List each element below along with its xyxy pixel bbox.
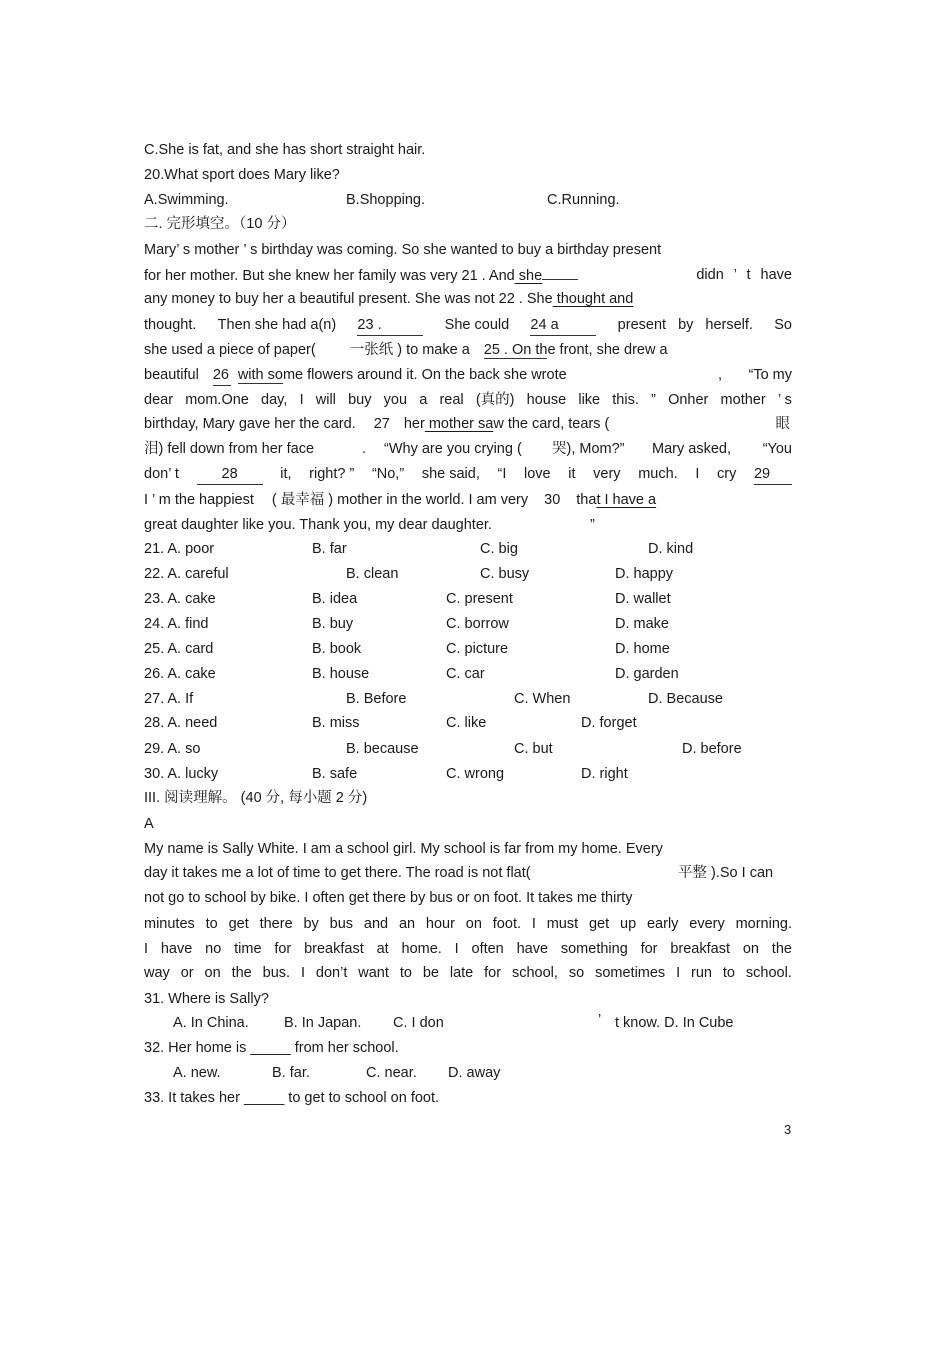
q20-option-a: A.Swimming.: [144, 192, 229, 208]
reading-line-4: minutes to get there by bus and an hour on foot. I must get up early every morning.: [144, 916, 792, 932]
q24-option-b: B. buy: [312, 616, 354, 632]
q24-option-d: D. make: [615, 616, 669, 632]
q29-option-c: C. but: [514, 741, 553, 757]
q23-option-a: 23. A. cake: [144, 591, 216, 607]
cloze-line-7: dear mom.One day, I will buy you a real (真的) house like this. ” Onher mother ’ s: [144, 392, 792, 408]
q26-option-b: B. house: [312, 666, 370, 682]
q24-option-a: 24. A. find: [144, 616, 209, 632]
reading-part-a: A: [144, 816, 154, 832]
q32-question: 32. Her home is _____ from her school.: [144, 1040, 399, 1056]
q21-option-a: 21. A. poor: [144, 541, 215, 557]
section2-heading: 二. 完形填空。（10 分）: [144, 216, 296, 232]
q22-option-d: D. happy: [615, 566, 674, 582]
q28-option-c: C. like: [446, 715, 487, 731]
page-number: 3: [784, 1122, 792, 1137]
q20-option-c: C.Running.: [547, 192, 620, 208]
q19-option-c: C.She is fat, and she has short straight hair.: [144, 142, 426, 158]
q30-option-c: C. wrong: [446, 766, 505, 782]
cloze-line-10: don’ t 28 it, right? ” “No,” she said, “I love it very much. I cry 29: [144, 464, 792, 485]
reading-line-1: My name is Sally White. I am a school girl. My school is far from my home. Every: [144, 841, 663, 857]
q25-option-c: C. picture: [446, 641, 509, 657]
q23-option-b: B. idea: [312, 591, 358, 607]
q25-option-d: D. home: [615, 641, 670, 657]
q28-option-d: D. forget: [581, 715, 637, 731]
q31-question: 31. Where is Sally?: [144, 991, 269, 1007]
cloze-line-3: any money to buy her a beautiful present. She was not 22 . She thought and: [144, 291, 634, 307]
q32-option-d: D. away: [448, 1065, 501, 1081]
q22-option-c: C. busy: [480, 566, 530, 582]
q20-question: 20.What sport does Mary like?: [144, 167, 340, 183]
section3-heading: III. 阅读理解。 (40 分, 每小题 2 分): [144, 790, 368, 806]
q25-option-b: B. book: [312, 641, 362, 657]
q32-option-c: C. near.: [366, 1065, 417, 1081]
q29-option-b: B. because: [346, 741, 419, 757]
cloze-line-8: birthday, Mary gave her the card. 27 her mother saw the card, tears ( 眼: [144, 416, 790, 432]
reading-line-3: not go to school by bike. I often get there by bus or on foot. It takes me thirty: [144, 890, 633, 906]
q32-option-a: A. new.: [173, 1065, 221, 1081]
reading-line-6: way or on the bus. I don’t want to be late for school, so sometimes I run to school.: [144, 965, 792, 981]
q31-option-a: A. In China.: [173, 1015, 249, 1031]
q32-option-b: B. far.: [272, 1065, 310, 1081]
q29-option-a: 29. A. so: [144, 741, 201, 757]
reading-line-5: I have no time for breakfast at home. I often have something for breakfast on the: [144, 941, 792, 957]
cloze-line-4: thought. Then she had a(n) 23 . She could 24 a present by herself. So: [144, 315, 792, 336]
q25-option-a: 25. A. card: [144, 641, 214, 657]
q30-option-d: D. right: [581, 766, 628, 782]
q31-option-c: C. I don: [393, 1015, 444, 1031]
q28-option-a: 28. A. need: [144, 715, 218, 731]
q20-option-b: B.Shopping.: [346, 192, 426, 208]
q27-option-c: C. When: [514, 691, 571, 707]
q31-option-b: B. In Japan.: [284, 1015, 362, 1031]
cloze-line-12: great daughter like you. Thank you, my dear daughter. ”: [144, 517, 595, 533]
q26-option-a: 26. A. cake: [144, 666, 216, 682]
q31-option-d: t know. D. In Cube: [615, 1015, 734, 1031]
q31-apostrophe: ’: [598, 1012, 602, 1028]
q30-option-b: B. safe: [312, 766, 358, 782]
cloze-line-9: 泪) fell down from her face . “Why are you crying ( 哭), Mom?” Mary asked, “You: [144, 441, 792, 457]
q22-option-a: 22. A. careful: [144, 566, 229, 582]
q27-option-a: 27. A. If: [144, 691, 194, 707]
cloze-line-1: Mary’ s mother ’ s birthday was coming. So she wanted to buy a birthday present: [144, 242, 662, 258]
q30-option-a: 30. A. lucky: [144, 766, 219, 782]
q28-option-b: B. miss: [312, 715, 360, 731]
blank-line: [542, 265, 578, 280]
q23-option-c: C. present: [446, 591, 513, 607]
cloze-line-6: beautiful 26 with some flowers around it. On the back she wrote , “To my: [144, 365, 792, 386]
q27-option-d: D. Because: [648, 691, 723, 707]
q33-question: 33. It takes her _____ to get to school on foot.: [144, 1090, 440, 1106]
q21-option-b: B. far: [312, 541, 347, 557]
q23-option-d: D. wallet: [615, 591, 671, 607]
cloze-line-11: I ’ m the happiest ( 最幸福 ) mother in the world. I am very 30 that I have a: [144, 492, 657, 508]
q26-option-d: D. garden: [615, 666, 679, 682]
q22-option-b: B. clean: [346, 566, 399, 582]
q21-option-d: D. kind: [648, 541, 694, 557]
q26-option-c: C. car: [446, 666, 485, 682]
reading-line-2: day it takes me a lot of time to get there. The road is not flat( 平整 ).So I can: [144, 865, 774, 881]
cloze-line-2: for her mother. But she knew her family was very 21 . And she didn ’ t have: [144, 267, 792, 284]
q21-option-c: C. big: [480, 541, 518, 557]
q27-option-b: B. Before: [346, 691, 407, 707]
q24-option-c: C. borrow: [446, 616, 509, 632]
q29-option-d: D. before: [682, 741, 742, 757]
cloze-line-5: she used a piece of paper( 一张纸 ) to make a 25 . On the front, she drew a: [144, 342, 668, 358]
